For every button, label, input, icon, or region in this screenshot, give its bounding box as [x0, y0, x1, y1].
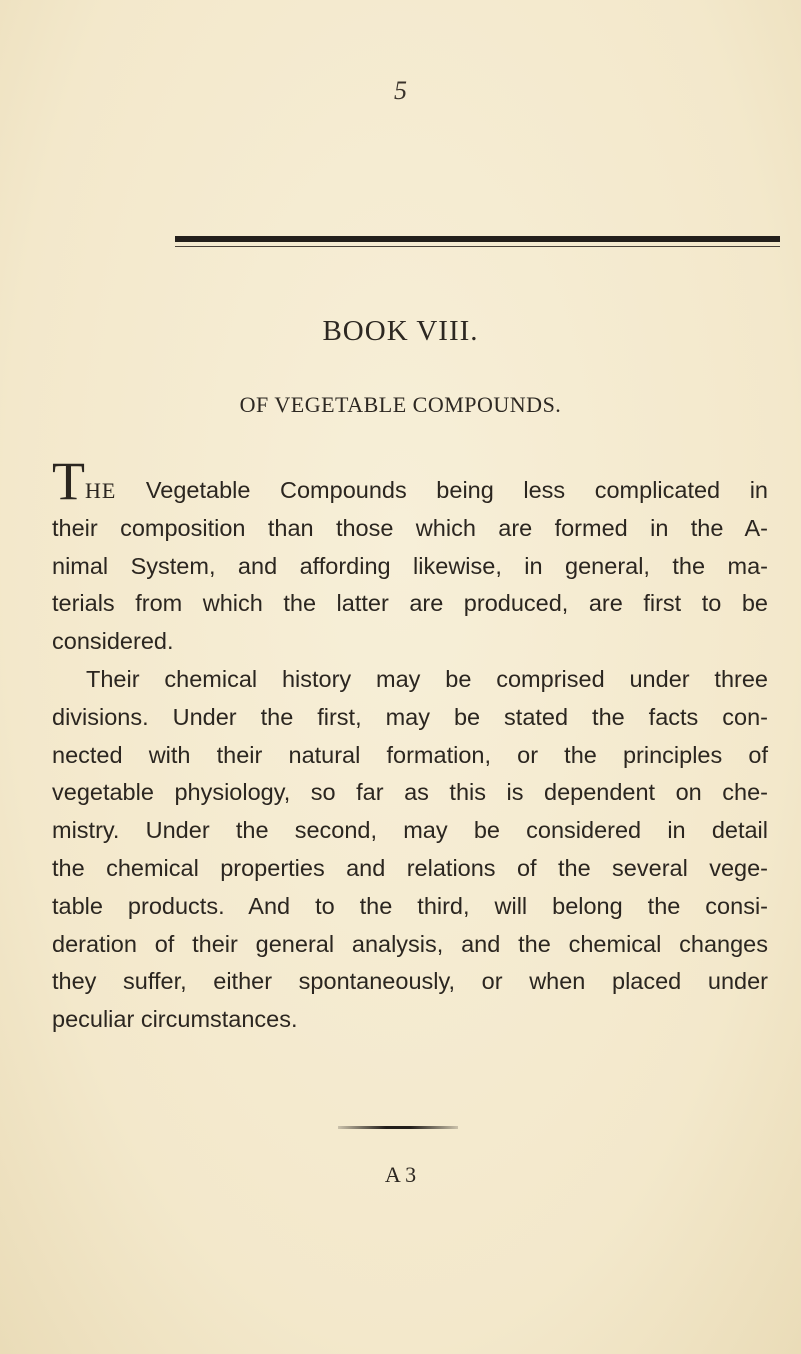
footer-ornament-rule	[338, 1126, 458, 1129]
paragraph-2-line-9: they suffer, either spontaneously, or when placed under	[52, 968, 768, 995]
header-rule-thin	[175, 246, 780, 247]
paragraph-1-line-2: their composition than those which are formed in the A-	[52, 514, 768, 541]
drop-cap: T	[52, 451, 85, 511]
paragraph-2-line-1: Their chemical history may be comprised under three	[86, 665, 768, 692]
signature-mark: A 3	[384, 1162, 417, 1187]
paragraph-2-line-5: mistry. Under the second, may be considered in detail	[52, 817, 768, 844]
paragraph-2-line-7: table products. And to the third, will belong the consi-	[52, 892, 768, 919]
paragraph-2-line-8: deration of their general analysis, and the chemical changes	[52, 930, 768, 957]
section-title: OF VEGETABLE COMPOUNDS.	[239, 392, 562, 417]
paragraph-2-line-6: the chemical properties and relations of the several vege-	[52, 854, 768, 881]
paragraph-2-line-4: vegetable physiology, so far as this is dependent on che-	[52, 779, 768, 806]
paragraph-1-line-3: nimal System, and affording likewise, in general, the ma-	[52, 552, 768, 579]
paragraph-1-line-1-text: Vegetable Compounds being less complicated in	[116, 477, 768, 503]
body-text	[52, 451, 768, 1039]
page-number: 5	[394, 76, 407, 105]
paragraph-1-line-5: considered.	[52, 628, 174, 655]
header-rule-thick	[175, 236, 780, 242]
paragraph-1-line-4: terials from which the latter are produced, are first to be	[52, 590, 768, 617]
book-title: BOOK VIII.	[322, 315, 479, 347]
paragraph-1-line-1	[52, 451, 768, 511]
paragraph-2-line-2: divisions. Under the first, may be stated the facts con-	[52, 703, 768, 730]
paragraph-2-line-3: nected with their natural formation, or the principles of	[52, 741, 768, 768]
paragraph-2-line-10: peculiar circumstances.	[52, 1006, 298, 1033]
drop-cap-small-caps: HE	[85, 478, 117, 503]
